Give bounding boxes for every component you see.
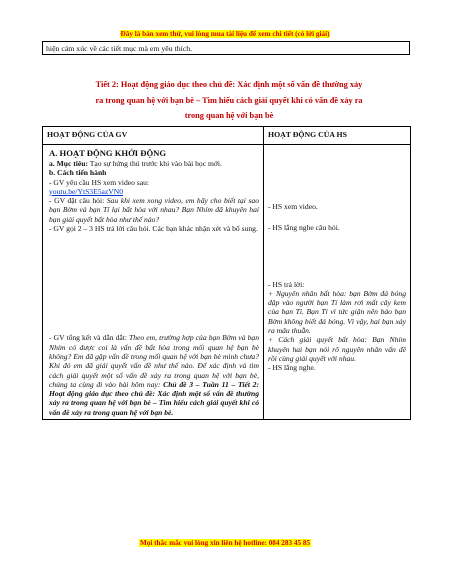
step-summary-prefix: - GV tổng kết và dẫn dắt:	[49, 333, 130, 343]
student-watch-video: - HS xem video.	[268, 202, 318, 211]
cell-spacer	[49, 233, 259, 333]
student-answer-solution: + Cách giải quyết bất hòa: Bạn Nhím khuyên hai bạn nói rõ nguyên nhân vấn đề rồi cùng giải quyết với nhau.	[268, 335, 406, 363]
section-title-line: Tiết 2: Hoạt động giáo dục theo chủ đề: Xác định một số vấn đề thường xảy	[95, 80, 363, 89]
student-answer-reason: + Nguyên nhân bất hòa: bạn Bờm đá bóng đập vào người bạn Tí làm rơi mất cây kem của bạn Tí. Bạn Tí vì tức giận nên bảo bạn Bờm không biết đá bóng. Vì vậy, hai bạn xảy ra mâu thuẫn.	[268, 288, 406, 336]
step-answer: - GV gọi 2 – 3 HS trả lời câu hỏi. Các bạn khác nhận xét và bổ sung.	[49, 224, 258, 234]
student-column-header: HOẠT ĐỘNG CỦA HS	[264, 127, 411, 145]
student-listen: - HS lắng nghe.	[268, 363, 316, 373]
objective-text: Tạo sự hứng thú trước khi vào bài học mới.	[88, 159, 222, 168]
section-title-line: trong quan hệ với bạn bè	[184, 111, 274, 120]
section-title-line: ra trong quan hệ với bạn bè – Tìm hiểu cách giải quyết khi có vấn đề xảy ra	[95, 95, 363, 105]
step-question	[49, 196, 259, 224]
cell-spacer	[268, 148, 406, 202]
preview-notice-text: Đây là bản xem thử, vui lòng mua tài liệu để xem chi tiết (có lời giải)	[120, 30, 330, 38]
teacher-activity-cell	[43, 145, 264, 420]
teacher-column-header: HOẠT ĐỘNG CỦA GV	[43, 127, 264, 145]
step-question-prefix: - GV đặt câu hỏi:	[49, 196, 107, 206]
student-answer: - HS trả lời:	[268, 279, 305, 289]
student-activity-cell	[264, 145, 411, 420]
hotline-banner	[0, 539, 450, 547]
section-title	[48, 77, 410, 124]
preview-notice-banner	[0, 30, 450, 38]
table-header-row	[43, 127, 411, 145]
objective-paragraph	[49, 159, 259, 168]
step-summary-lesson-title: Chủ đề 3 – Tuần 11 – Tiết 2: Hoạt động giáo dục theo chủ đề: Xác định một số vấn đề thường xảy ra trong quan hệ với bạn bè – Tìm hiểu cách giải quyết khi có vấn đề xảy ra trong quan hệ với bạn bè.	[49, 379, 259, 417]
objective-label: a. Mục tiêu:	[49, 159, 89, 168]
cell-spacer	[268, 233, 406, 280]
step-summary	[49, 333, 259, 417]
lesson-activity-table	[42, 126, 411, 420]
table-row	[43, 145, 411, 420]
step-watch-video: - GV yêu cầu HS xem video sau:	[49, 177, 150, 187]
step-question-text: Sau khi xem xong video, em hãy cho biết tại sao bạn Bờm và bạn Tí lại bất hòa với nhau? Bạn Nhím đã khuyên hai bạn giải quyết bất hòa như thế nào?	[49, 196, 259, 224]
cell-spacer	[268, 211, 406, 223]
previous-table-row: hiện cảm xúc về các tiết mục mà em yêu thích.	[42, 41, 410, 55]
step-summary-italic: Theo em, trường hợp của bạn Bờm và bạn Nhím có được coi là vấn đề bất hòa trong mối quan hệ bạn bè không? Em đã gặp vấn đề trong mối quan hệ với bạn bè mình chưa? Khi đó em đã giải quyết vấn đề như thế nào. Để xác định và tìm cách giải quyết một số vấn đề xảy ra trong quan hệ với bạn bè, chúng ta cùng đi vào bài hôm nay:	[49, 333, 259, 389]
procedure-label: b. Cách tiến hành	[49, 168, 107, 178]
activity-heading: A. HOẠT ĐỘNG KHỞI ĐỘNG	[49, 148, 167, 158]
video-link[interactable]: youtu.be/YtS3E5azVN0	[49, 186, 124, 196]
hotline-text: Mọi thắc mắc vui lòng xin liên hệ hotline: 084 283 45 85	[139, 539, 311, 547]
student-listen-question: - HS lắng nghe câu hỏi.	[268, 223, 340, 233]
